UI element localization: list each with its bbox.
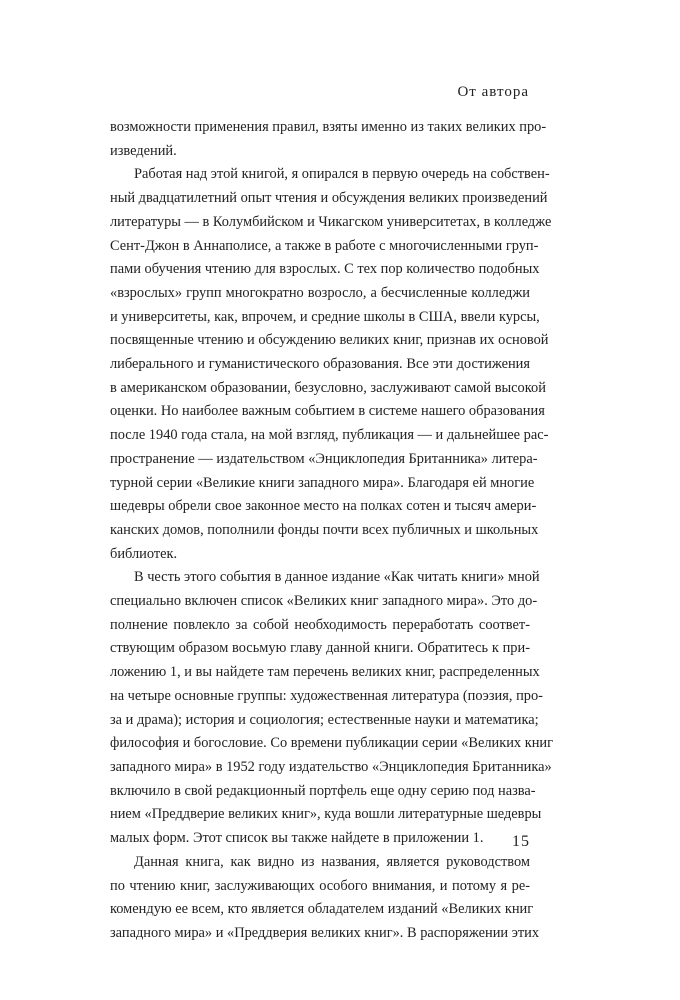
running-head: От автора [457,84,529,100]
paragraph [110,116,547,163]
text-line: посвященные чтению и обсуждению великих книг, признав их основой [110,332,549,349]
text-line: малых форм. Этот список вы также найдете в приложении 1. [110,830,484,847]
text-line: ложению 1, и вы найдете там перечень великих книг, распределенных [110,664,540,681]
text-line: по чтению книг, заслуживающих особого внимания, и потому я ре- [110,877,530,894]
text-line: и университеты, как, впрочем, и средние школы в США, ввели курсы, [110,308,540,325]
text-line: ный двадцатилетний опыт чтения и обсуждения великих произведений [110,190,548,207]
text-line: нием «Преддверие великих книг», куда вошли литературные шедевры [110,806,542,823]
text-line: за и драма); история и социология; естественные науки и математика; [110,711,539,728]
text-line: включило в свой редакционный портфель еще одну серию под назва- [110,782,536,799]
text-line: либерального и гуманистического образования. Все эти достижения [110,356,530,373]
text-line: после 1940 года стала, на мой взгляд, публикация — и дальнейшее рас- [110,427,549,444]
body-text [110,116,554,946]
page-number: 15 [512,833,530,850]
text-line: на четыре основные группы: художественная литература (поэзия, про- [110,687,543,704]
paragraph [110,851,540,946]
text-line: западного мира» в 1952 году издательство «Энциклопедия Британника» [110,758,552,775]
text-line: турной серии «Великие книги западного мира». Благодаря ей многие [110,474,535,491]
text-line: библиотек. [110,545,178,562]
text-line: литературы — в Колумбийском и Чикагском университетах, в колледже [110,213,552,230]
text-line: Сент-Джон в Аннаполисе, а также в работе с многочисленными груп- [110,237,539,254]
text-line: специально включен список «Великих книг западного мира». Это до- [110,593,538,610]
text-line: возможности применения правил, взяты именно из таких великих про- [110,119,547,135]
text-line: изведений. [110,142,177,159]
text-line: философия и богословие. Со времени публикации серии «Великих книг [110,735,554,752]
text-line: оценки. Но наиболее важным событием в системе нашего образования [110,403,545,420]
text-line: Работая над этой книгой, я опирался в первую очередь на собствен- [134,166,550,183]
text-line: Данная книга, как видно из названия, является руководством [134,853,530,870]
text-line: комендую ее всем, кто является обладателем изданий «Великих книг [110,901,534,918]
text-line: шедевры обрели свое законное место на полках сотен и тысяч амери- [110,498,537,515]
paragraph [110,566,554,850]
text-line: канских домов, пополнили фонды почти всех публичных и школьных [110,521,539,538]
text-line: полнение повлекло за собой необходимость переработать соответ- [110,616,530,633]
text-line: пространение — издательством «Энциклопедия Британника» литера- [110,450,538,467]
text-line: «взрослых» групп многократно возросло, а бесчисленные колледжи [110,284,530,301]
text-line: в американском образовании, безусловно, заслуживают самой высокой [110,379,546,396]
text-line: западного мира» и «Преддверия великих книг». В распоряжении этих [110,924,540,941]
text-line: В честь этого события в данное издание «Как читать книги» мной [134,569,540,586]
text-line: ствующим образом восьмую главу данной книги. Обратитесь к при- [110,640,530,657]
paragraph [110,163,552,566]
text-line: пами обучения чтению для взрослых. С тех пор количество подобных [110,261,540,278]
